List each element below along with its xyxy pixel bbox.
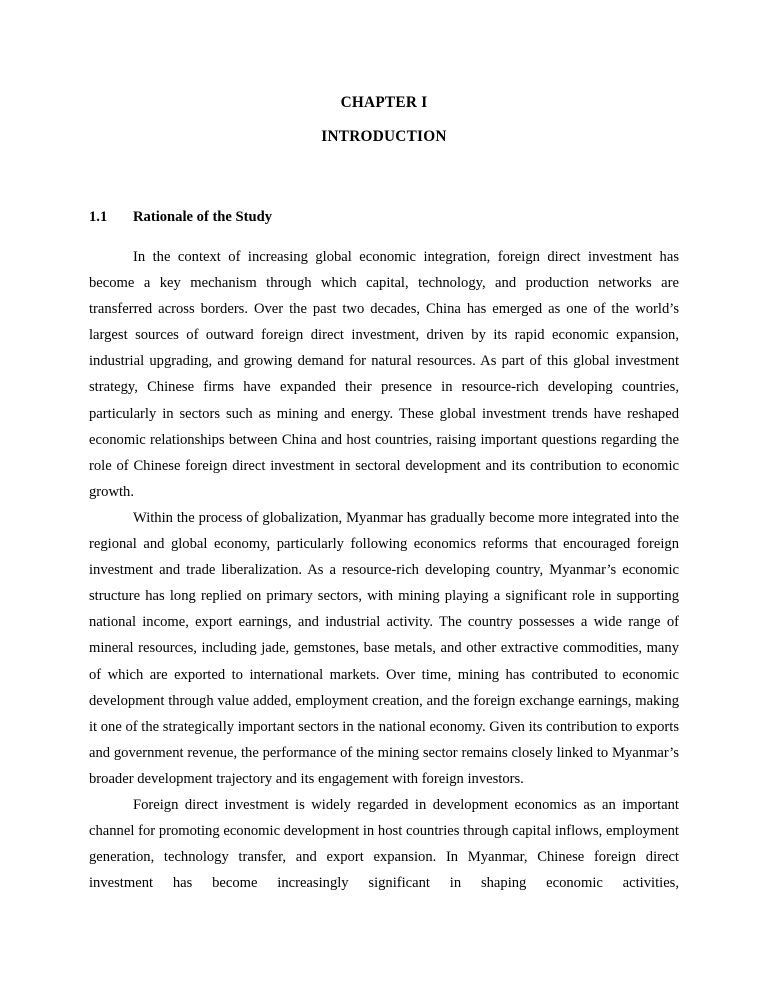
paragraph: Within the process of globalization, Myanmar has gradually become more integrated into the regional and global economy, particularly following economics reforms that encouraged foreign investment and trade liberalization. As a resource-rich developing country, Myanmar’s economic structure has long replied on primary sectors, with mining playing a significant role in supporting national income, export earnings, and industrial activity. The country possesses a wide range of mineral resources, including jade, gemstones, base metals, and other extractive commodities, many of which are exported to international markets. Over time, mining has contributed to economic development through value added, employment creation, and the foreign exchange earnings, making it one of the strategically important sectors in the national economy. Given its contribution to exports and government revenue, the performance of the mining sector remains closely linked to Myanmar’s broader development trajectory and its engagement with foreign investors. (89, 509, 679, 787)
section-number: 1.1 (89, 209, 108, 225)
chapter-subtitle: INTRODUCTION (321, 128, 447, 145)
section-title: Rationale of the Study (133, 209, 273, 225)
paragraph: In the context of increasing global economic integration, foreign direct investment has become a key mechanism through which capital, technology, and production networks are transferred across borders. Over the past two decades, China has emerged as one of the world’s largest sources of outward foreign direct investment, driven by its rapid economic expansion, industrial upgrading, and growing demand for natural resources. As part of this global investment strategy, Chinese firms have expanded their presence in resource-rich developing countries, particularly in sectors such as mining and energy. These global investment trends have reshaped economic relationships between China and host countries, raising important questions regarding the role of Chinese foreign direct investment in sectoral development and its contribution to economic growth. (89, 249, 679, 500)
section-heading (89, 154, 679, 227)
chapter-heading-block (89, 0, 679, 154)
body-text (89, 227, 679, 896)
chapter-title: CHAPTER I (340, 94, 428, 111)
paragraph: Foreign direct investment is widely regarded in development economics as an important channel for promoting economic development in host countries through capital inflows, employment generation, technology transfer, and export expansion. In Myanmar, Chinese foreign direct investment has become increasingly significant in shaping economic activities, (89, 796, 679, 892)
page-content-column (89, 0, 679, 896)
